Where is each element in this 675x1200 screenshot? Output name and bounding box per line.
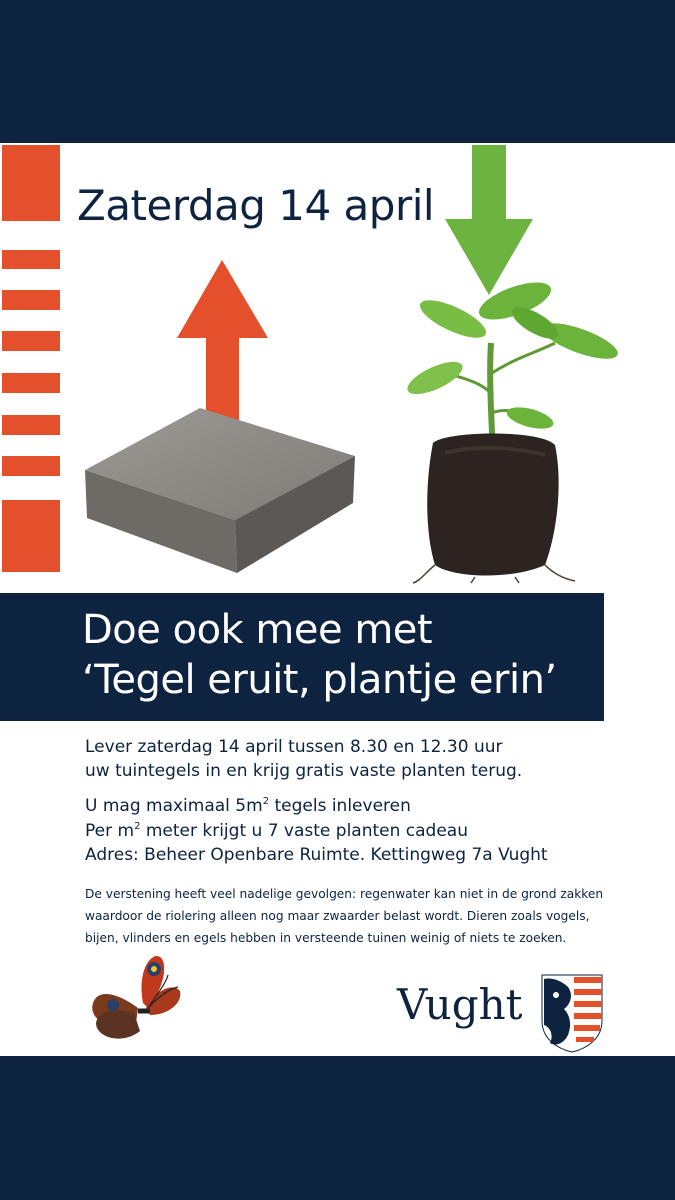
date-title: Zaterdag 14 april — [77, 181, 435, 230]
butterfly — [88, 953, 208, 1048]
info-line-1: Lever zaterdag 14 april tussen 8.30 en 12.30 uur — [85, 737, 503, 757]
info-line-2: uw tuintegels in en krijg gratis vaste planten terug. — [85, 761, 523, 781]
body-text-2: waardoor de riolering alleen nog maar zwaarder belast wordt. Dieren zoals vogels, — [85, 909, 590, 923]
address-line: Adres: Beheer Openbare Ruimte. Kettingweg 7a Vught — [85, 845, 548, 865]
body-text-1: De verstening heeft veel nadelige gevolgen: regenwater kan niet in de grond zakken — [85, 887, 604, 901]
plant — [405, 283, 625, 583]
headline-line-1: Doe ook mee met — [82, 607, 433, 653]
max-tiles-line: U mag maximaal $5m^2$ tegels inleveren — [85, 796, 411, 816]
paving-tile — [85, 408, 357, 578]
vught-coat-of-arms — [540, 973, 604, 1053]
per-m2-line: Per $m^2$ meter krijgt u 7 vaste planten cadeau — [85, 821, 468, 841]
down-arrow-icon — [445, 145, 535, 297]
poster — [0, 143, 675, 1056]
vught-logo-text: Vught — [397, 980, 523, 1029]
headline-banner — [0, 593, 604, 721]
headline-line-2: ‘Tegel eruit, plantje erin’ — [82, 657, 557, 703]
body-text-3: bijen, vlinders en egels hebben in versteende tuinen weinig of niets te zoeken. — [85, 931, 567, 945]
